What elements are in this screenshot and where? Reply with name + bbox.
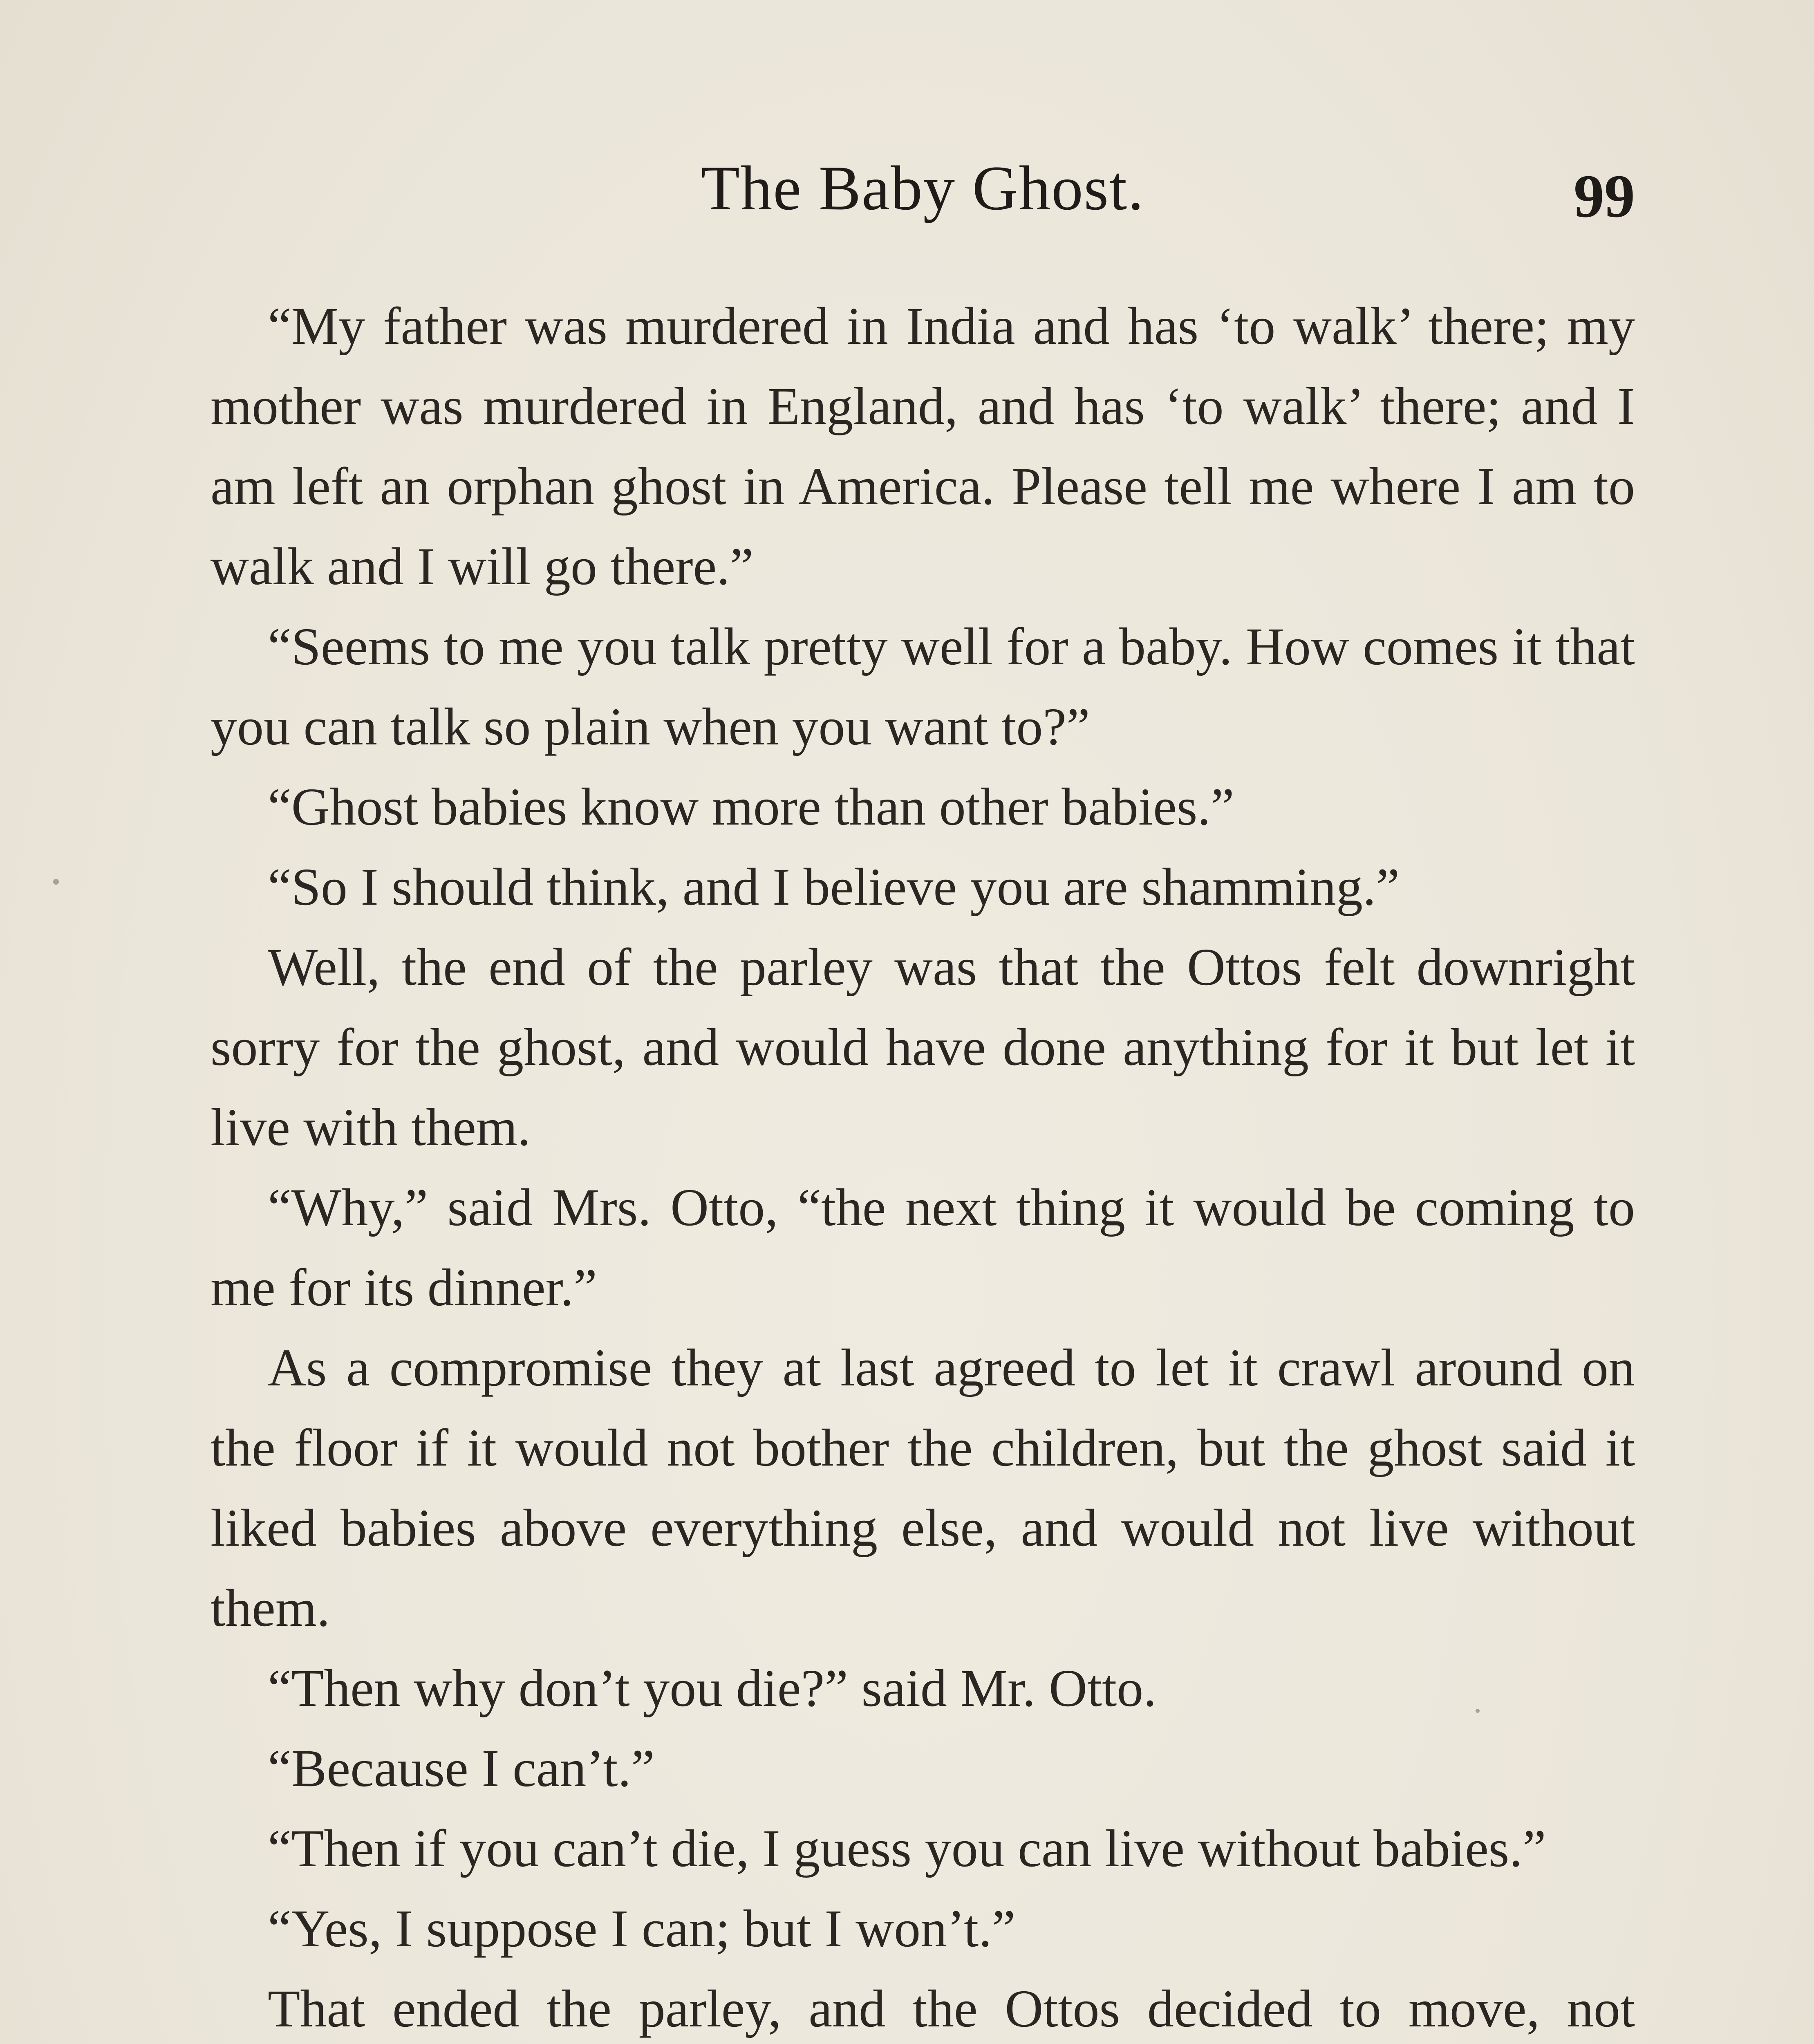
paragraph: “Then if you can’t die, I guess you can live without babies.” <box>268 1819 1546 1878</box>
paragraph: “Ghost babies know more than other babies.” <box>268 778 1234 836</box>
paragraph: As a compromise they at last agreed to let it crawl around on the floor if it would not bother the children, but the ghost said it liked babies above everything else, and would not live without them. <box>211 1338 1635 1638</box>
paragraph: “Seems to me you talk pretty well for a baby. How comes it that you can talk so plain when you want to?” <box>211 617 1635 756</box>
paper-speck <box>1476 1709 1480 1713</box>
paragraph: “Yes, I suppose I can; but I won’t.” <box>268 1899 1016 1958</box>
page-number: 99 <box>1574 162 1635 230</box>
paragraph: That ended the parley, and the Ottos decided to move, not <box>268 1979 1635 2038</box>
body-text <box>211 286 1635 2044</box>
paper-speck <box>53 879 59 885</box>
paragraph: Well, the end of the parley was that the Ottos felt downright sorry for the ghost, and would have done anything for it but let it live with them. <box>211 938 1635 1157</box>
paragraph: “My father was murdered in India and has ‘to walk’ there; my mother was murdered in England, and has ‘to walk’ there; and I am left an orphan ghost in America. Please tell me where I am to walk and I will go there.” <box>211 297 1635 596</box>
page-header <box>211 147 1635 229</box>
paragraph: “Then why don’t you die?” said Mr. Otto. <box>268 1659 1157 1718</box>
paragraph: “So I should think, and I believe you are shamming.” <box>268 858 1400 917</box>
paragraph: “Why,” said Mrs. Otto, “the next thing it would be coming to me for its dinner.” <box>211 1178 1635 1317</box>
running-title: The Baby Ghost. <box>701 153 1144 223</box>
paragraph: “Because I can’t.” <box>268 1739 655 1798</box>
